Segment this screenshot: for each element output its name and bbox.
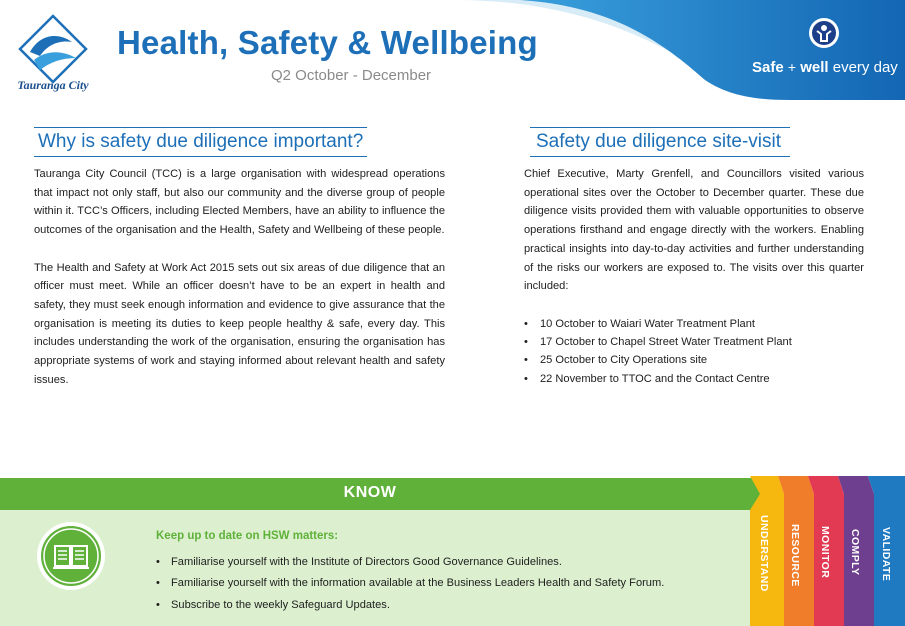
tagline-rest: every day	[832, 59, 898, 76]
right-heading: Safety due diligence site-visit	[536, 131, 782, 152]
stripe-label-comply: COMPLY	[849, 529, 861, 576]
know-label: KNOW	[343, 484, 397, 501]
left-heading: Why is safety due diligence important?	[38, 131, 364, 152]
left-heading-rule-top	[34, 127, 367, 128]
know-heading: Keep up to date on HSW matters:	[156, 530, 339, 542]
know-item-2: Familiarise yourself with the information available at the Business Leaders Health and Safety Forum.	[171, 577, 665, 589]
list-item: • 10 October to Waiari Water Treatment Plant	[524, 318, 755, 330]
page-title: Health, Safety & Wellbeing	[117, 24, 538, 61]
stripe-label-understand: UNDERSTAND	[758, 515, 770, 592]
list-item: • Subscribe to the weekly Safeguard Updates.	[156, 599, 390, 611]
left-paragraph-1: Tauranga City Council (TCC) is a large organisation with widespread operations that impact not only staff, but also our community and the diverse group of people within it. TCC’s Officers, including Elected Members, have an ability to influence the outcomes of the organisation and the Health, Safety and Wellbeing of these people.	[34, 168, 445, 237]
stripe-label-resource: RESOURCE	[789, 524, 801, 587]
plus-icon: +	[787, 59, 797, 75]
page-subtitle: Q2 October - December	[271, 67, 432, 84]
left-paragraph-2: The Health and Safety at Work Act 2015 sets out six areas of due diligence that an officer must meet. While an officer doesn’t have to be an expert in health and safety, they must seek enough information and evidence to give assurance that the organisation is meeting its duties to keep people healthy & safe, every day. This includes understanding the work of the organisation, ensuring the organisation has appropriate systems of work and staying informed about relevant health and safety issues.	[34, 261, 445, 386]
right-heading-rule-top	[530, 127, 790, 128]
tagline	[752, 59, 898, 76]
left-heading-rule-bottom	[34, 156, 367, 157]
list-item: • 25 October to City Operations site	[524, 354, 708, 366]
tagline-well: well	[800, 59, 829, 76]
visit-3: 25 October to City Operations site	[540, 354, 708, 366]
visit-4: 22 November to TTOC and the Contact Centre	[540, 373, 770, 385]
list-item: • 22 November to TTOC and the Contact Centre	[524, 373, 770, 385]
visit-1: 10 October to Waiari Water Treatment Plant	[540, 318, 755, 330]
list-item: • 17 October to Chapel Street Water Treatment Plant	[524, 336, 792, 348]
list-item: • Familiarise yourself with the Institute of Directors Good Governance Guidelines.	[156, 556, 562, 568]
right-paragraph: Chief Executive, Marty Grenfell, and Councillors visited various operational sites over the October to December quarter. These due diligence visits provided them with valuable opportunities to observe operations firsthand and engage directly with the workers. Enabling practical insights into day-to-day activities and further understanding of the risks our workers are exposed to. The visits over this quarter included:	[524, 168, 864, 293]
tagline-safe: Safe	[752, 59, 784, 76]
visit-2: 17 October to Chapel Street Water Treatment Plant	[540, 336, 792, 348]
right-heading-rule-bottom	[530, 156, 790, 157]
left-body	[34, 165, 445, 389]
right-body	[524, 165, 864, 296]
know-item-3: Subscribe to the weekly Safeguard Updates.	[171, 599, 390, 611]
book-icon	[36, 521, 106, 591]
people-circle-icon	[808, 17, 840, 49]
stripe-label-validate: VALIDATE	[880, 527, 892, 582]
stripe-label-monitor: MONITOR	[819, 526, 831, 579]
list-item: • Familiarise yourself with the information available at the Business Leaders Health and Safety Forum.	[156, 577, 665, 589]
know-item-1: Familiarise yourself with the Institute of Directors Good Governance Guidelines.	[171, 556, 562, 568]
logo-text: Tauranga City	[17, 78, 89, 92]
